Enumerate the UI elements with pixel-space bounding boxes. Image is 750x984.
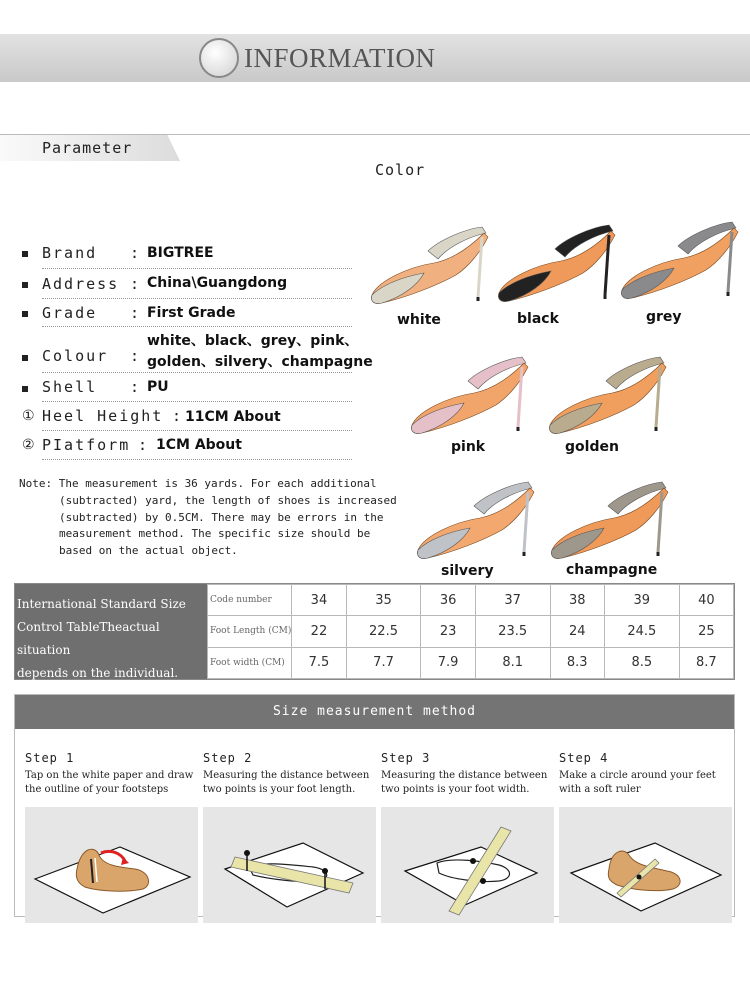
bullet-icon [22, 311, 28, 317]
size-note [19, 476, 409, 560]
table-cell: 8.3 [550, 647, 604, 678]
table-cell: 7.5 [292, 647, 346, 678]
table-cell: 24 [550, 616, 604, 647]
shoe-image-silvery [414, 470, 539, 565]
step-description: Tap on the white paper and draw the outline of your footsteps [25, 770, 194, 795]
param-sep: : [172, 407, 184, 425]
table-row [208, 585, 734, 616]
table-row [208, 647, 734, 678]
table-cell: 7.7 [346, 647, 421, 678]
size-table-caption [15, 584, 207, 679]
row-header: Foot Length (CM) [208, 616, 292, 647]
size-table [14, 583, 735, 680]
step-description: Measuring the distance between two points is your foot width. [381, 770, 548, 795]
table-cell: 23.5 [475, 616, 550, 647]
table-cell: 7.9 [421, 647, 475, 678]
step-2-illustration [203, 807, 376, 923]
param-sep: : [130, 378, 142, 396]
param-value: 11CM About [185, 409, 281, 425]
param-row-colour [22, 327, 373, 373]
note-line: (subtracted) yard, the length of shoes is increased [59, 493, 397, 507]
bullet-icon [22, 355, 28, 361]
step-title: Step 2 [203, 751, 253, 765]
step-description: Measuring the distance between two points is your foot length. [203, 770, 370, 795]
param-key: Shell [42, 378, 98, 396]
table-cell: 34 [292, 585, 346, 616]
size-grid [207, 584, 734, 679]
measurement-title: Size measurement method [272, 704, 476, 719]
param-row-shell [22, 377, 352, 402]
table-cell: 24.5 [604, 616, 679, 647]
param-row-brand [22, 243, 352, 269]
shoe-label-white: white [397, 312, 441, 328]
dotted-divider [42, 372, 352, 373]
table-cell: 8.1 [475, 647, 550, 678]
shoe-image-champagne [548, 470, 673, 565]
header-title: INFORMATION [244, 43, 436, 73]
measurement-section [14, 694, 735, 917]
shoe-label-golden: golden [565, 439, 619, 455]
step-description: Make a circle around your feet with a soft ruler [559, 770, 716, 795]
shoe-image-golden [546, 345, 671, 440]
shoe-label-champagne: champagne [566, 562, 658, 578]
caption-line: International Standard Size [17, 597, 186, 611]
caption-line: depends on the individual. [17, 666, 179, 680]
param-value: First Grade [147, 305, 236, 321]
param-row-grade [22, 303, 352, 327]
param-key: PIatform [42, 436, 131, 454]
parameter-label: Parameter [42, 139, 133, 157]
parameter-divider [0, 134, 750, 135]
row-header: Foot width (CM) [208, 647, 292, 678]
table-cell: 22 [292, 616, 346, 647]
table-row [208, 616, 734, 647]
note-line: measurement method. The specific size should be [59, 527, 371, 541]
table-cell: 35 [346, 585, 421, 616]
table-cell: 40 [679, 585, 733, 616]
step-title: Step 4 [559, 751, 609, 765]
row-header: Code number [208, 585, 292, 616]
param-key: Colour [42, 347, 109, 365]
caption-line: Control TableTheactual situation [17, 620, 160, 657]
table-cell: 36 [421, 585, 475, 616]
param-sep: : [138, 436, 150, 454]
param-key: Address [42, 275, 120, 293]
shoe-label-black: black [517, 311, 559, 327]
param-key: Brand [42, 244, 98, 262]
step-title: Step 3 [381, 751, 431, 765]
param-sep: : [130, 347, 142, 365]
step-4-illustration [559, 807, 732, 923]
table-cell: 8.5 [604, 647, 679, 678]
table-cell: 37 [475, 585, 550, 616]
dotted-divider [42, 459, 352, 460]
note-line: Note: The measurement is 36 yards. For each additional [19, 477, 377, 490]
dotted-divider [42, 430, 352, 431]
table-cell: 25 [679, 616, 733, 647]
table-cell: 8.7 [679, 647, 733, 678]
param-value: PU [147, 379, 169, 395]
dotted-divider [42, 298, 352, 299]
shoe-label-grey: grey [646, 309, 682, 325]
step-title: Step 1 [25, 751, 75, 765]
dotted-divider [42, 401, 352, 402]
param-row-heel-height [22, 406, 352, 431]
step-1 [25, 751, 198, 923]
param-value: China\Guangdong [147, 275, 288, 291]
color-title: Color [375, 161, 426, 179]
note-line: based on the actual object. [59, 544, 238, 558]
bullet-icon [22, 251, 28, 257]
bullet-icon [22, 386, 28, 392]
param-row-platform [22, 435, 352, 460]
table-cell: 23 [421, 616, 475, 647]
param-sep: : [130, 304, 142, 322]
step-1-illustration [25, 807, 198, 923]
param-key: Heel Height [42, 407, 164, 425]
param-value-line1: white、black、grey、pink、 [147, 333, 359, 349]
table-cell: 39 [604, 585, 679, 616]
param-row-address [22, 273, 352, 299]
table-cell: 38 [550, 585, 604, 616]
circled-two-marker: ② [22, 437, 35, 453]
param-key: Grade [42, 304, 98, 322]
shoe-image-black [495, 213, 620, 308]
shoe-label-pink: pink [451, 439, 486, 455]
table-cell: 22.5 [346, 616, 421, 647]
shoe-image-grey [618, 210, 743, 305]
param-value: 1CM About [156, 437, 242, 453]
param-sep: : [130, 275, 142, 293]
circled-one-marker: ① [22, 408, 35, 424]
step-3 [381, 751, 554, 923]
step-2 [203, 751, 376, 923]
shoe-image-white [368, 215, 493, 310]
param-sep: : [130, 244, 142, 262]
shoe-image-pink [408, 345, 533, 440]
param-value: BIGTREE [147, 245, 214, 261]
dotted-divider [42, 268, 352, 269]
step-4 [559, 751, 732, 923]
step-3-illustration [381, 807, 554, 923]
note-line: (subtracted) by 0.5CM. There may be errors in the [59, 510, 384, 524]
param-value-line2: golden、silvery、champagne [147, 354, 373, 370]
shoe-label-silvery: silvery [441, 563, 494, 579]
header-circle-icon [199, 38, 239, 78]
bullet-icon [22, 282, 28, 288]
